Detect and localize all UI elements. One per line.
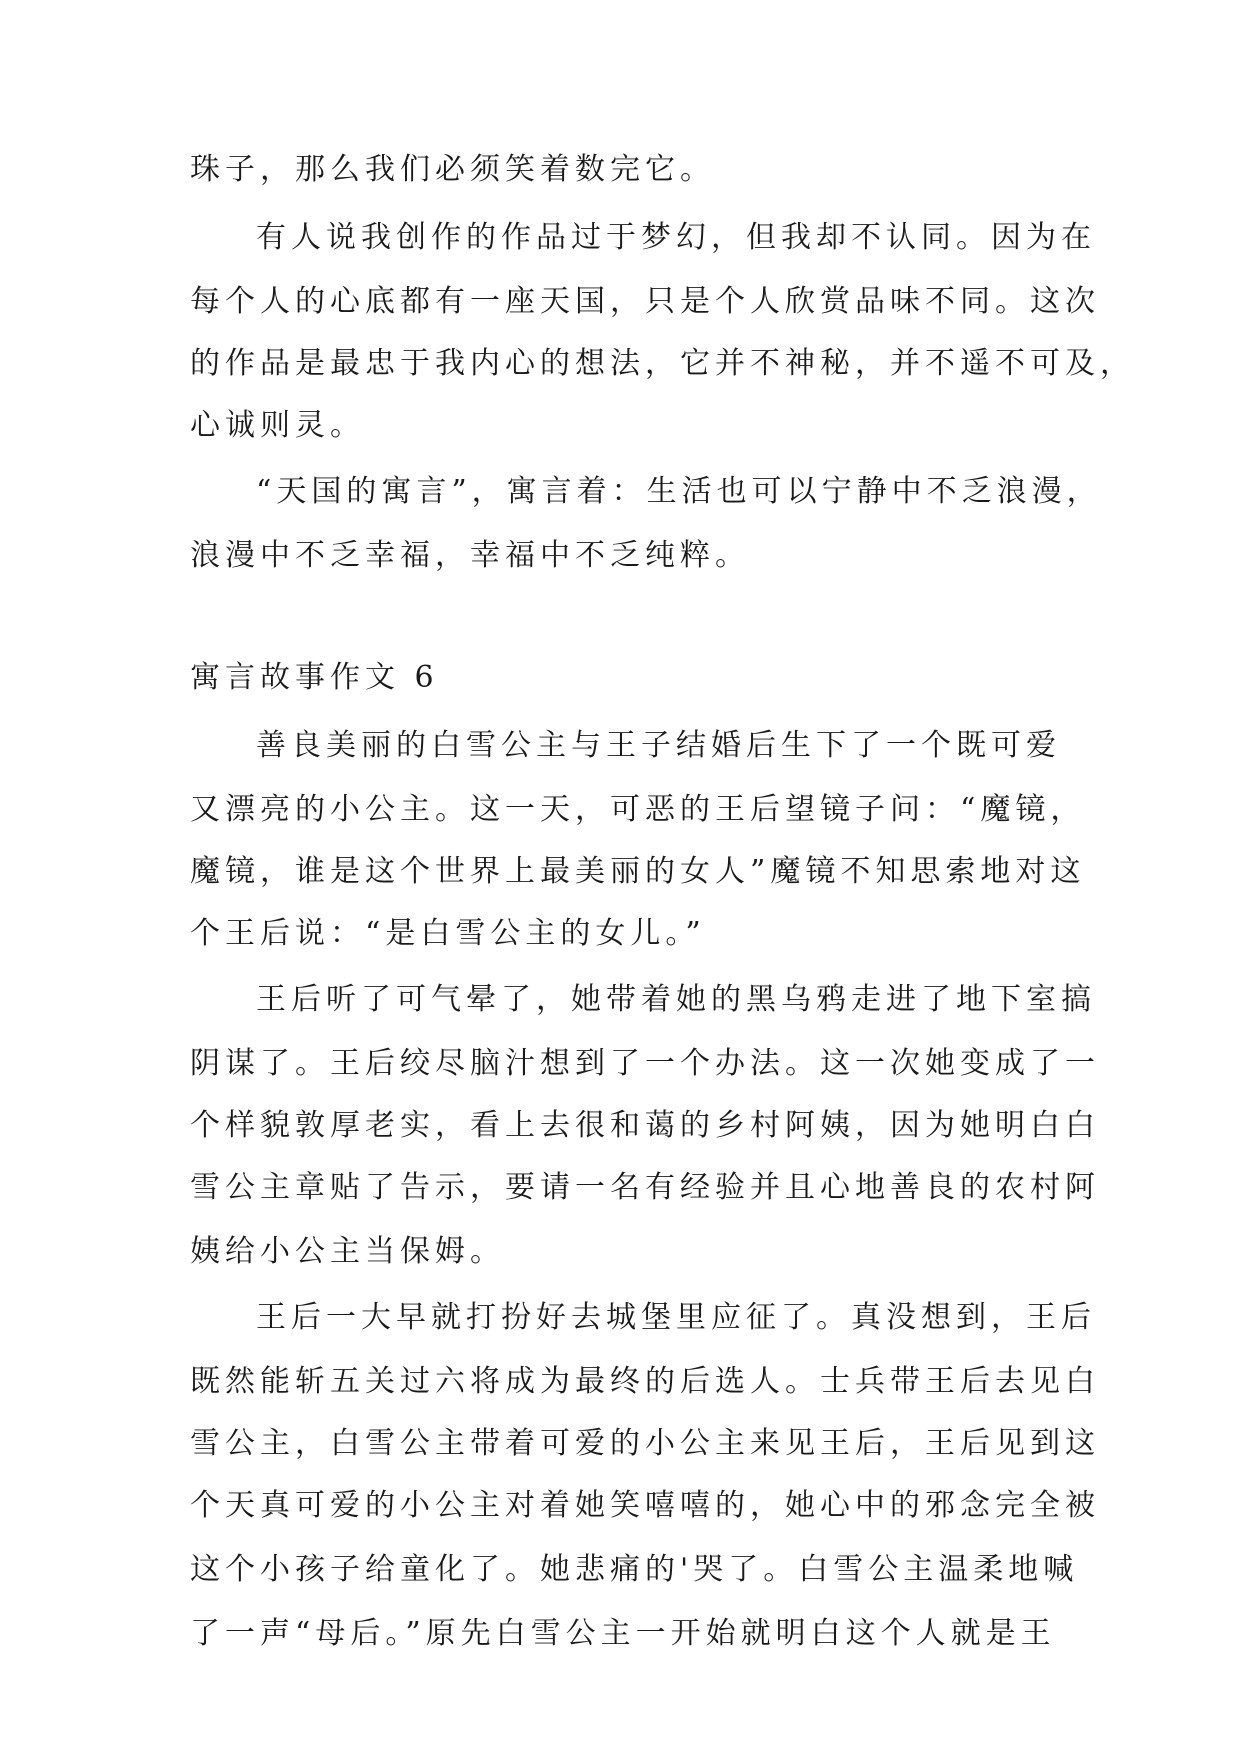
text-line: 魔镜，谁是这个世界上最美丽的女人”魔镜不知思索地对这 <box>190 854 1086 889</box>
text-line: 个天真可爱的小公主对着她笑嘻嘻的，她心中的邪念完全被 <box>190 1488 1100 1523</box>
text-line: 心诚则灵。 <box>190 408 365 443</box>
text-line: 个样貌敦厚老实，看上去很和蔼的乡村阿姨，因为她明白白 <box>190 1108 1100 1143</box>
text-line: 这个小孩子给童化了。她悲痛的'哭了。白雪公主温柔地喊 <box>190 1552 1079 1587</box>
text-line: 了一声“母后。”原先白雪公主一开始就明白这个人就是王 <box>190 1616 1056 1651</box>
text-line: 阴谋了。王后绞尽脑汁想到了一个办法。这一次她变成了一 <box>190 1046 1100 1081</box>
paragraph-first-line: 王后一大早就打扮好去城堡里应征了。真没想到，王后 <box>256 1300 1096 1335</box>
text-line: 个王后说：“是白雪公主的女儿。” <box>190 916 706 951</box>
text-line: 浪漫中不乏幸福，幸福中不乏纯粹。 <box>190 538 750 573</box>
text-line: 又漂亮的小公主。这一天，可恶的王后望镜子问：“魔镜， <box>190 792 1086 827</box>
text-line: 既然能斩五关过六将成为最终的后选人。士兵带王后去见白 <box>190 1364 1100 1399</box>
section-heading: 寓言故事作文 6 <box>190 660 439 695</box>
text-line: 每个人的心底都有一座天国，只是个人欣赏品味不同。这次 <box>190 284 1100 319</box>
paragraph-first-line: 王后听了可气晕了，她带着她的黑乌鸦走进了地下室搞 <box>256 982 1096 1017</box>
text-line: 雪公主，白雪公主带着可爱的小公主来见王后，王后见到这 <box>190 1426 1100 1461</box>
text-line: 雪公主章贴了告示，要请一名有经验并且心地善良的农村阿 <box>190 1170 1100 1205</box>
text-line: 珠子，那么我们必须笑着数完它。 <box>190 152 715 187</box>
paragraph-first-line: “天国的寓言”，寓言着：生活也可以宁静中不乏浪漫， <box>256 474 1102 509</box>
paragraph-first-line: 善良美丽的白雪公主与王子结婚后生下了一个既可爱 <box>256 728 1061 763</box>
paragraph-first-line: 有人说我创作的作品过于梦幻，但我却不认同。因为在 <box>256 220 1096 255</box>
text-line: 姨给小公主当保姆。 <box>190 1234 505 1269</box>
text-line: 的作品是最忠于我内心的想法，它并不神秘，并不遥不可及， <box>190 346 1135 381</box>
